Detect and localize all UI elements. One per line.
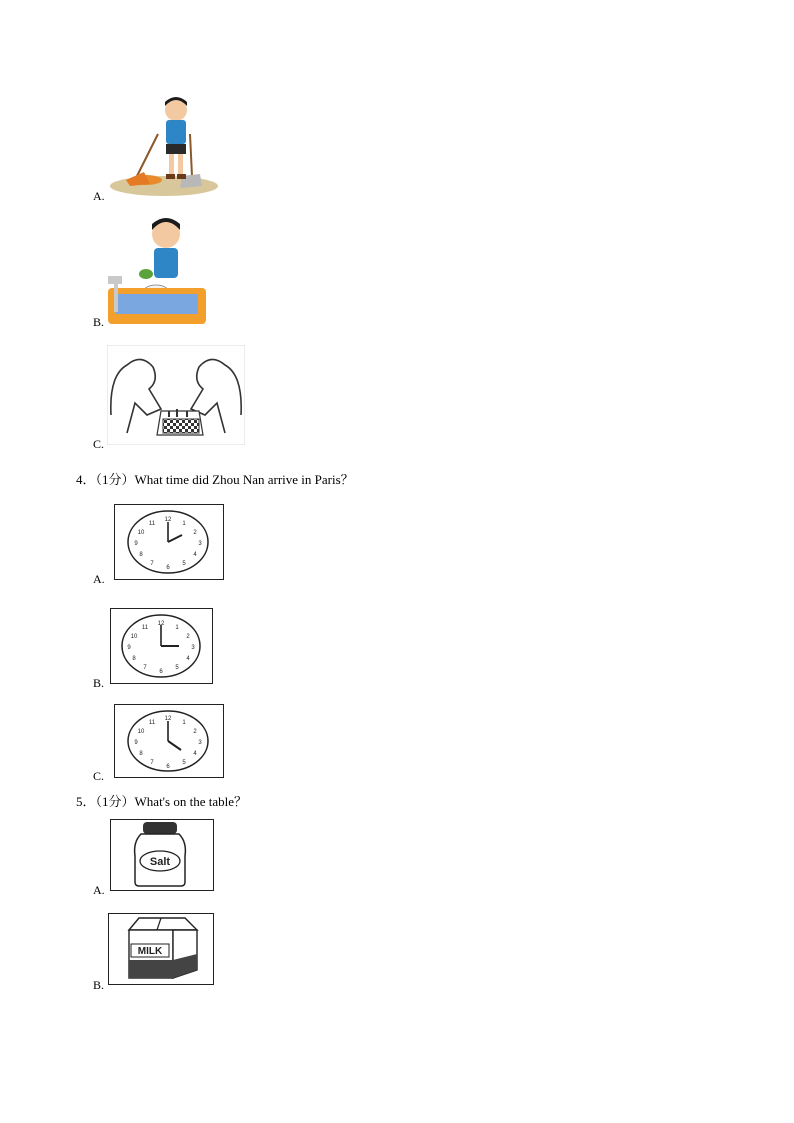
question-5-score: （1分）: [95, 794, 135, 809]
svg-text:1: 1: [175, 625, 179, 631]
svg-text:7: 7: [150, 561, 154, 567]
svg-text:6: 6: [166, 764, 170, 770]
option-b-clock-image[interactable]: [110, 608, 213, 684]
option-c-label[interactable]: C.: [93, 769, 105, 783]
svg-text:10: 10: [130, 634, 138, 640]
question-4: [76, 469, 354, 488]
svg-text:11: 11: [148, 720, 156, 726]
option-a-clock-image[interactable]: [114, 504, 224, 580]
svg-text:3: 3: [198, 541, 202, 547]
question-5: [76, 791, 247, 810]
milk-carton-illustration: [109, 914, 212, 983]
clock-three-oclock: [111, 609, 211, 682]
svg-text:9: 9: [127, 645, 131, 651]
svg-text:2: 2: [186, 634, 190, 640]
question-4-score: （1分）: [95, 472, 135, 487]
svg-text:10: 10: [137, 729, 145, 735]
svg-text:7: 7: [143, 665, 147, 671]
svg-text:11: 11: [148, 521, 156, 527]
boys-playing-chess-illustration: [107, 345, 245, 445]
option-b-washing-dishes-image[interactable]: [106, 216, 208, 326]
svg-text:10: 10: [137, 530, 145, 536]
svg-text:6: 6: [166, 565, 170, 571]
svg-text:9: 9: [134, 740, 138, 746]
question-4-number: 4．: [76, 472, 96, 487]
option-b-milk-image[interactable]: [108, 913, 214, 985]
svg-text:6: 6: [159, 669, 163, 675]
svg-text:4: 4: [193, 552, 197, 558]
question-5-text: What's on the table？: [134, 794, 247, 809]
boy-sweeping-illustration: [106, 94, 218, 198]
svg-text:5: 5: [182, 760, 186, 766]
svg-text:12: 12: [164, 716, 172, 722]
svg-text:1: 1: [182, 720, 186, 726]
svg-text:12: 12: [157, 621, 165, 627]
svg-text:3: 3: [191, 645, 195, 651]
svg-text:8: 8: [139, 552, 143, 558]
svg-text:4: 4: [186, 656, 190, 662]
option-c-clock-image[interactable]: [114, 704, 224, 778]
milk-label-text: MILK: [137, 946, 163, 957]
question-5-number: 5．: [76, 794, 96, 809]
question-4-text: What time did Zhou Nan arrive in Paris？: [134, 472, 354, 487]
salt-label-text: Salt: [149, 856, 171, 868]
svg-text:5: 5: [175, 665, 179, 671]
svg-text:4: 4: [193, 751, 197, 757]
option-c-label[interactable]: C.: [93, 437, 105, 451]
option-b-label[interactable]: B.: [93, 978, 105, 992]
svg-text:11: 11: [141, 625, 149, 631]
option-a-label[interactable]: A.: [93, 883, 105, 897]
svg-text:3: 3: [198, 740, 202, 746]
svg-text:12: 12: [164, 517, 172, 523]
option-b-label[interactable]: B.: [93, 315, 105, 329]
salt-shaker-illustration: [111, 820, 212, 889]
svg-text:7: 7: [150, 760, 154, 766]
clock-two-oclock: [115, 505, 222, 578]
svg-text:2: 2: [193, 530, 197, 536]
svg-text:8: 8: [139, 751, 143, 757]
option-b-label[interactable]: B.: [93, 676, 105, 690]
option-c-chess-image[interactable]: [107, 345, 245, 445]
boy-washing-dishes-illustration: [106, 216, 208, 326]
svg-text:8: 8: [132, 656, 136, 662]
svg-text:5: 5: [182, 561, 186, 567]
option-a-label[interactable]: A.: [93, 189, 105, 203]
option-a-sweeping-image[interactable]: [106, 94, 218, 198]
option-a-label[interactable]: A.: [93, 572, 105, 586]
svg-text:9: 9: [134, 541, 138, 547]
clock-four-oclock: [115, 705, 222, 776]
svg-text:1: 1: [182, 521, 186, 527]
svg-text:2: 2: [193, 729, 197, 735]
option-a-salt-image[interactable]: [110, 819, 214, 891]
